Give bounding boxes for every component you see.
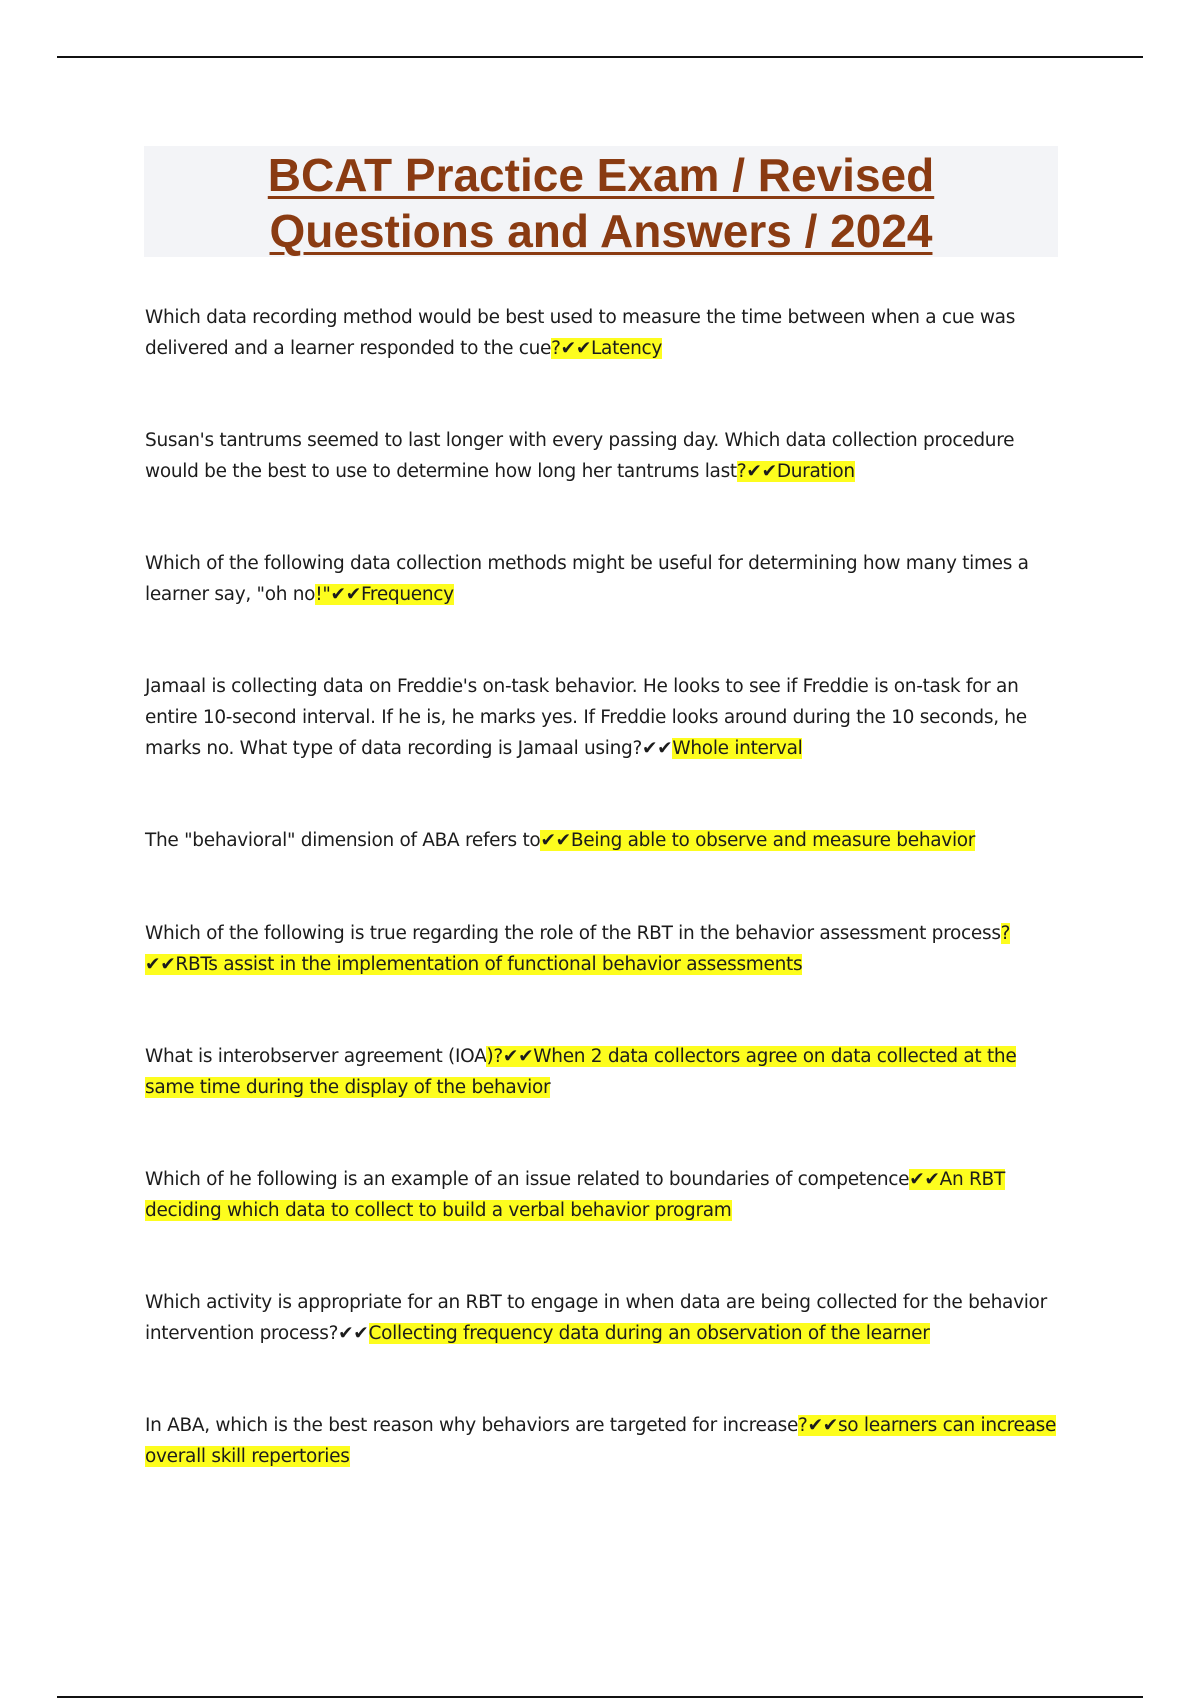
question-text: Which of the following data collection methods might be useful for determining how many times a learner say, "oh no	[145, 553, 1029, 605]
check-marks: ✔✔	[909, 1169, 940, 1190]
question-text: Which activity is appropriate for an RBT to engage in when data are being collected for the behavior intervention process?✔✔	[145, 1292, 1047, 1344]
qa-item	[145, 671, 1065, 764]
answer-text: RBTs assist in the implementation of functional behavior assessments	[175, 954, 803, 975]
question-tail: !"	[315, 584, 331, 605]
qa-item	[145, 825, 1065, 856]
check-marks: ✔✔	[330, 584, 361, 605]
question-tail: ?	[1000, 923, 1011, 944]
question-text: In ABA, which is the best reason why behaviors are targeted for increase	[145, 1415, 799, 1436]
answer-text: Whole interval	[672, 738, 803, 759]
check-marks: ✔✔	[746, 461, 777, 482]
answer-text: Being able to observe and measure behavior	[570, 830, 976, 851]
question-tail: ?	[736, 461, 747, 482]
answer-highlight	[315, 584, 454, 605]
answer-highlight	[540, 830, 975, 851]
document-title-line-1: BCAT Practice Exam / Revised	[267, 149, 935, 201]
question-tail: ?	[551, 338, 561, 359]
check-marks: ✔✔	[807, 1415, 838, 1436]
qa-item	[145, 1041, 1065, 1103]
check-marks: ✔✔	[502, 1046, 534, 1067]
qa-item	[145, 548, 1065, 610]
title-banner	[144, 146, 1058, 257]
question-tail: )?	[486, 1046, 503, 1067]
answer-text: Latency	[591, 338, 663, 359]
answer-text: Frequency	[360, 584, 454, 605]
top-rule	[57, 56, 1143, 58]
answer-highlight	[551, 338, 662, 359]
answer-text: Collecting frequency data during an observation of the learner	[368, 1323, 930, 1344]
question-text: Jamaal is collecting data on Freddie's on-task behavior. He looks to see if Freddie is on-task for an entire 10-second interval. If he is, he marks yes. If Freddie looks around during the 10 seconds, he marks no. What type of data recording is Jamaal using?✔✔	[145, 676, 1027, 759]
answer-text: When 2 data collectors agree on data collected at the same time during the display of the behavior	[145, 1046, 1017, 1098]
answer-text: An RBT deciding which data to collect to build a verbal behavior program	[145, 1169, 1005, 1221]
question-text: Which data recording method would be best used to measure the time between when a cue was delivered and a learner responded to the cue	[145, 307, 1016, 359]
answer-text: so learners can increase overall skill repertories	[145, 1415, 1057, 1467]
answer-text: Duration	[776, 461, 855, 482]
qa-item	[145, 1410, 1065, 1472]
document-title-line-2: Questions and Answers / 2024	[269, 205, 933, 257]
qa-item	[145, 425, 1065, 487]
qa-item	[145, 918, 1065, 980]
question-text: The "behavioral" dimension of ABA refers to	[145, 830, 541, 851]
qa-item	[145, 1164, 1065, 1226]
check-marks: ✔✔	[145, 954, 176, 975]
answer-highlight	[672, 738, 802, 759]
check-marks: ✔✔	[540, 830, 571, 851]
check-marks: ✔✔	[560, 338, 592, 359]
question-text: Which of he following is an example of an issue related to boundaries of competence	[145, 1169, 910, 1190]
bottom-rule	[57, 1696, 1143, 1698]
qa-item	[145, 302, 1065, 364]
question-tail: ?	[798, 1415, 808, 1436]
qa-item	[145, 1287, 1065, 1349]
question-text: What is interobserver agreement (IOA	[145, 1046, 487, 1067]
question-text: Susan's tantrums seemed to last longer with every passing day. Which data collection procedure would be the best to use to determine how long her tantrums last	[145, 430, 1015, 482]
answer-highlight	[737, 461, 855, 482]
question-text: Which of the following is true regarding the role of the RBT in the behavior assessment process	[145, 923, 1001, 944]
answer-highlight	[369, 1323, 930, 1344]
